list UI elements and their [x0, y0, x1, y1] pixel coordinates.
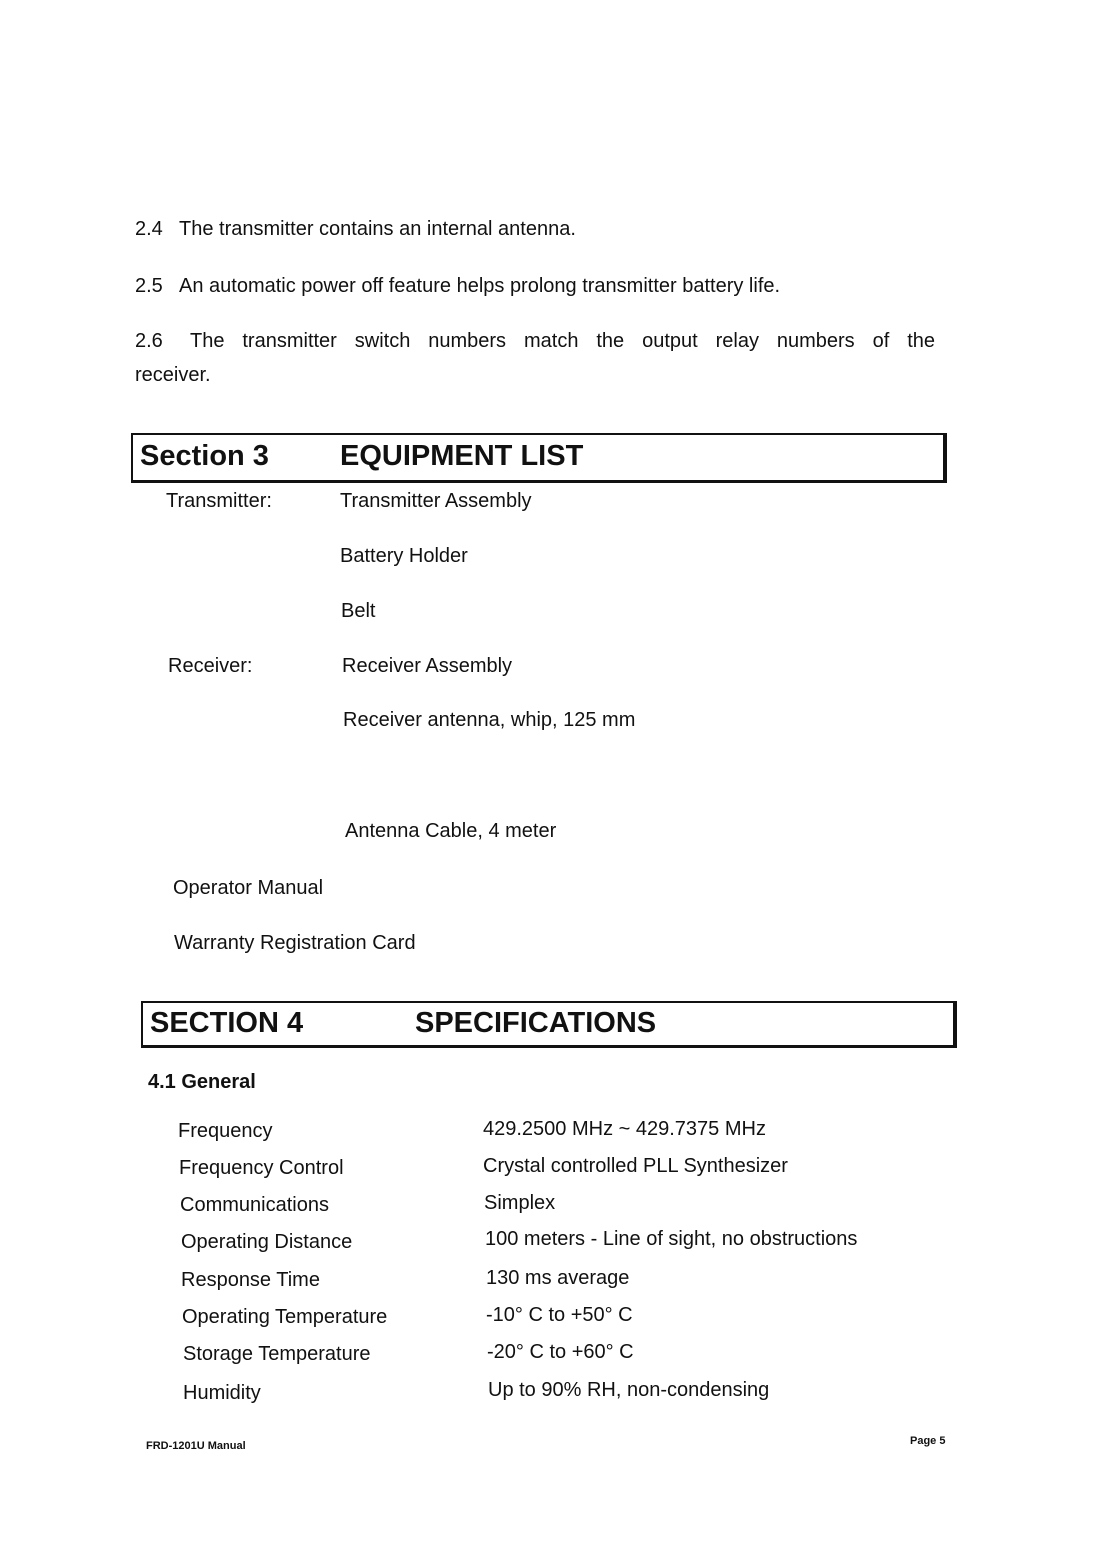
list-item: Operator Manual: [173, 877, 324, 899]
list-item: Receiver Assembly: [342, 655, 513, 677]
paragraph-2-6-continuation: receiver.: [135, 364, 211, 386]
section-label: Section 3: [140, 440, 269, 472]
spec-value: 130 ms average: [486, 1267, 630, 1289]
list-item: Receiver antenna, whip, 125 mm: [343, 709, 636, 731]
paragraph-2-5: [135, 275, 780, 298]
paragraph-number: 2.6: [135, 330, 163, 352]
spec-name: Humidity: [183, 1382, 261, 1404]
section-4-header: [141, 1001, 957, 1048]
subsection-heading: 4.1 General: [148, 1071, 256, 1093]
spec-value: -10° C to +50° C: [486, 1304, 633, 1326]
spec-value: Simplex: [484, 1192, 556, 1214]
paragraph-2-4: [135, 218, 576, 241]
list-item: Belt: [341, 600, 376, 622]
spec-name: Operating Temperature: [182, 1306, 388, 1328]
list-item: Transmitter Assembly: [340, 490, 532, 512]
receiver-label: Receiver:: [168, 655, 253, 677]
paragraph-text: An automatic power off feature helps prolong transmitter battery life.: [179, 275, 781, 297]
section-3-header: [131, 433, 947, 483]
spec-value: 100 meters - Line of sight, no obstructions: [485, 1228, 858, 1250]
section-label: SECTION 4: [150, 1007, 304, 1039]
list-item: Warranty Registration Card: [174, 932, 416, 954]
spec-name: Communications: [180, 1194, 329, 1216]
spec-value: Up to 90% RH, non-condensing: [488, 1379, 770, 1401]
spec-value: Crystal controlled PLL Synthesizer: [483, 1155, 788, 1177]
spec-name: Frequency Control: [179, 1157, 344, 1179]
footer-page-number: Page 5: [910, 1435, 946, 1447]
spec-name: Operating Distance: [181, 1231, 353, 1253]
paragraph-text: The transmitter switch numbers match the output relay numbers of the: [190, 330, 935, 352]
paragraph-2-6: [135, 330, 935, 353]
paragraph-number: 2.5: [135, 275, 163, 297]
spec-value: -20° C to +60° C: [487, 1341, 634, 1363]
spec-name: Frequency: [178, 1120, 273, 1142]
section-title: EQUIPMENT LIST: [340, 440, 584, 472]
section-title: SPECIFICATIONS: [415, 1007, 657, 1039]
list-item: Battery Holder: [340, 545, 468, 567]
transmitter-label: Transmitter:: [166, 490, 272, 512]
spec-name: Storage Temperature: [183, 1343, 371, 1365]
paragraph-number: 2.4: [135, 218, 163, 240]
footer-document-name: FRD-1201U Manual: [146, 1440, 246, 1452]
spec-name: Response Time: [181, 1269, 320, 1291]
list-item: Antenna Cable, 4 meter: [345, 820, 557, 842]
paragraph-text: The transmitter contains an internal antenna.: [179, 218, 576, 240]
spec-value: 429.2500 MHz ~ 429.7375 MHz: [483, 1118, 766, 1140]
